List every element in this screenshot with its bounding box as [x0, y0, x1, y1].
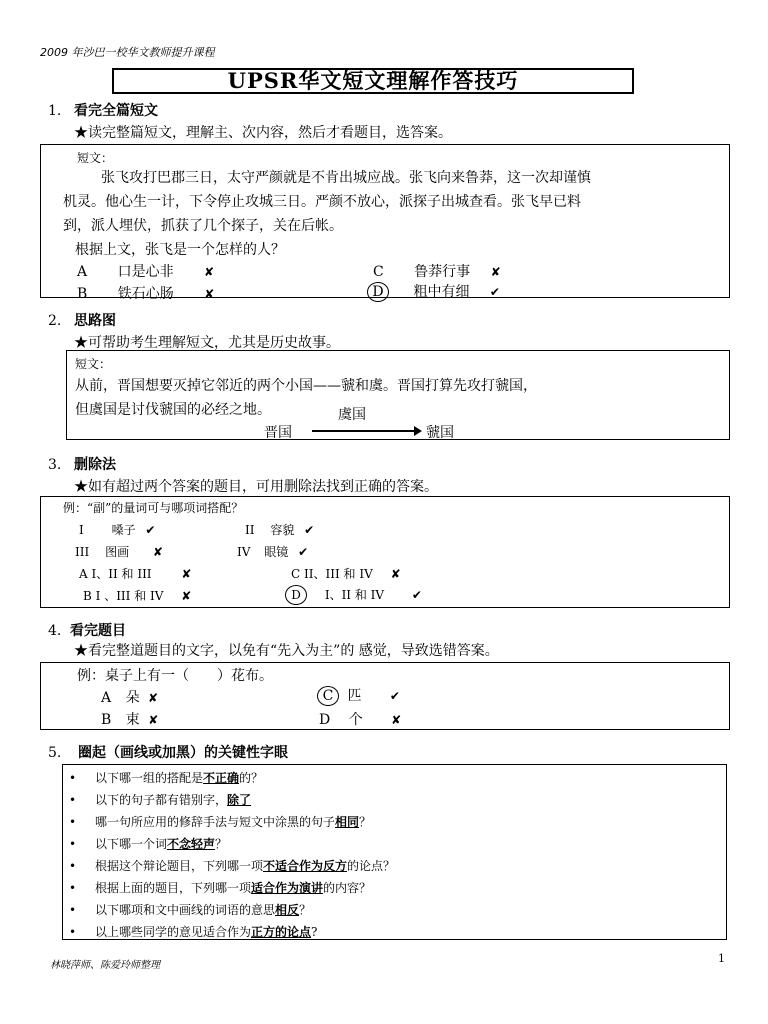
option-letter: C [373, 264, 384, 280]
list-item-text: 根据上面的题目，下列哪一项 [95, 881, 252, 895]
diagram-from-node: 晋国 [264, 425, 292, 441]
item-ii [245, 521, 314, 538]
cross-mark-icon: ✘ [148, 713, 159, 727]
passage-line: 但虞国是讨伐虢国的必经之地。 [75, 402, 271, 418]
example-box-4 [40, 662, 730, 730]
list-item-text: 以下哪一组的搭配是 [95, 771, 204, 785]
cross-mark-icon: ✘ [181, 589, 192, 603]
option-text: A I、II 和 III [79, 567, 152, 581]
option-letter: A [77, 264, 88, 280]
list-item-text: 的内容？ [323, 881, 372, 895]
section-number: 1. [48, 103, 62, 119]
diagram-to-node: 虢国 [426, 425, 454, 441]
section-1-tip: ★读完整篇短文，理解主、次内容，然后才看题目，选答案。 [74, 125, 452, 141]
option-b [83, 587, 191, 604]
section-number: 3. [48, 457, 62, 473]
option-letter: D [319, 712, 331, 728]
list-item [69, 769, 263, 786]
page-title: UPSR华文短文理解作答技巧 [112, 68, 634, 94]
bullet-icon: • [69, 903, 77, 917]
list-item [69, 857, 395, 874]
section-title: 看完全篇短文 [74, 103, 158, 119]
passage-line: 到，派人埋伏，抓获了几个探子，关在后帐。 [63, 218, 343, 234]
option-text: B I 、III 和 IV [83, 589, 164, 603]
list-item [69, 901, 311, 918]
passage-label: 短文： [77, 151, 114, 165]
check-mark-icon: ✔ [489, 285, 500, 299]
list-item-text: ？ [215, 837, 228, 851]
option-letter: B [77, 286, 88, 302]
section-4-tip: ★看完整道题目的文字，以免有“先入为主”的 感觉，导致选错答案。 [74, 643, 499, 659]
bullet-icon: • [69, 793, 77, 807]
check-mark-icon: ✔ [411, 588, 422, 602]
option-a [101, 687, 158, 707]
item-label: IV [237, 545, 251, 559]
check-mark-icon: ✔ [304, 523, 315, 537]
passage-box-2 [66, 350, 730, 440]
section-title: 圈起（画线或加黑）的关键性字眼 [78, 745, 288, 761]
bullet-icon: • [69, 881, 77, 895]
option-letter: B [101, 712, 112, 728]
item-word: 眼镜 [264, 545, 289, 559]
list-item [69, 879, 371, 896]
list-item-text: 哪一句所应用的修辞手法与短文中涂黑的句子 [95, 815, 336, 829]
question-text: 例：桌子上有一（ ）花布。 [77, 668, 273, 684]
section-title: 删除法 [74, 457, 116, 473]
keyword-emphasis: 适合作为演讲 [251, 881, 324, 895]
item-iii [75, 543, 163, 560]
question-text: 例：“副”的量词可与哪项词搭配？ [63, 501, 244, 515]
option-text: 粗中有细 [413, 284, 470, 300]
example-box-3 [40, 496, 730, 608]
option-text: I、II 和 IV [324, 588, 385, 602]
list-item-text: 以下的句子都有错别字， [95, 793, 228, 807]
passage-line: 张飞攻打巴郡三日，太守严颜就是不肯出城应战。张飞向来鲁莽，这一次却谨慎 [101, 170, 591, 186]
cross-mark-icon: ✘ [204, 265, 215, 279]
keyword-emphasis: 不适合作为反方 [263, 859, 348, 873]
option-c [317, 685, 400, 706]
option-c [373, 261, 501, 281]
option-text: 匹 [347, 688, 362, 704]
list-item [69, 813, 371, 830]
list-item [69, 835, 227, 852]
keyword-emphasis: 除了 [227, 793, 252, 807]
list-item-text: 以下哪一个词 [95, 837, 168, 851]
section-2-tip: ★可帮助考生理解短文，尤其是历史故事。 [74, 335, 340, 351]
keyword-emphasis: 不正确 [203, 771, 240, 785]
section-number: 5. [48, 745, 62, 761]
list-item-text: ？ [359, 815, 372, 829]
option-text: 个 [348, 712, 363, 728]
check-mark-icon: ✔ [389, 689, 400, 703]
option-text: 鲁莽行事 [414, 264, 471, 280]
option-text: 铁石心肠 [117, 286, 174, 302]
option-letter: A [101, 690, 112, 706]
cross-mark-icon: ✘ [148, 691, 159, 705]
option-letter-circled: C [317, 686, 339, 706]
item-label: II [245, 523, 255, 537]
section-2-heading [48, 310, 116, 330]
section-title: 思路图 [74, 313, 116, 329]
option-letter-circled: D [285, 585, 307, 605]
question-text: 根据上文，张飞是一个怎样的人？ [75, 242, 285, 258]
option-text: 朵 [125, 690, 140, 706]
option-b [101, 709, 158, 729]
section-5-heading [48, 742, 288, 762]
list-item-text: 的？ [239, 771, 264, 785]
item-label: I [79, 523, 84, 537]
option-a [79, 565, 191, 582]
cross-mark-icon: ✘ [490, 265, 501, 279]
list-item-text: 根据这个辩论题目，下列哪一项 [95, 859, 264, 873]
diagram-via-node: 虞国 [338, 407, 366, 423]
cross-mark-icon: ✘ [152, 545, 163, 559]
list-item [69, 791, 251, 808]
option-text: 口是心非 [117, 264, 174, 280]
section-3-heading [48, 454, 116, 474]
page-number: 1 [718, 952, 725, 965]
bullet-icon: • [69, 859, 77, 873]
list-item-text: ? [311, 925, 318, 939]
item-i [79, 521, 155, 538]
cross-mark-icon: ✘ [391, 713, 402, 727]
list-item-text: 以下哪项和文中画线的词语的意思 [95, 903, 276, 917]
option-text: C II、III 和 IV [291, 567, 373, 581]
keyword-emphasis: 相反 [275, 903, 300, 917]
item-label: III [75, 545, 90, 559]
passage-line: 机灵。他心生一计，下令停止攻城三日。严颜不放心，派探子出城查看。张飞早已料 [63, 194, 581, 210]
option-d [285, 585, 422, 605]
check-mark-icon: ✔ [145, 523, 156, 537]
keyword-emphasis: 正方的论点 [251, 925, 312, 939]
passage-box-1 [40, 144, 730, 302]
passage-label: 短文： [75, 357, 112, 371]
diagram-arrow-line [312, 430, 420, 432]
option-text: 束 [125, 712, 140, 728]
list-item [69, 923, 317, 940]
option-d [367, 281, 500, 302]
passage-line: 从前，晋国想要灭掉它邻近的两个小国——虢和虞。晋国打算先攻打虢国， [75, 378, 537, 394]
item-word: 容貌 [270, 523, 295, 537]
item-word: 图画 [105, 545, 130, 559]
bullet-icon: • [69, 837, 77, 851]
bullet-icon: • [69, 771, 77, 785]
section-4-heading [48, 620, 126, 640]
page-header: 2009 年沙巴一校华文教师提升课程 [40, 46, 215, 59]
cross-mark-icon: ✘ [204, 287, 215, 301]
bullet-icon: • [69, 925, 77, 939]
list-item-text: 以上哪些同学的意见适合作为 [95, 925, 252, 939]
check-mark-icon: ✔ [298, 545, 309, 559]
cross-mark-icon: ✘ [390, 567, 401, 581]
option-b [77, 283, 214, 303]
section-1-heading [48, 100, 158, 120]
item-iv [237, 543, 308, 560]
keyword-emphasis: 不念轻声 [167, 837, 216, 851]
section-title: 看完题目 [70, 623, 126, 639]
keyword-list-box [62, 764, 727, 940]
section-number: 2. [48, 313, 62, 329]
section-3-tip: ★如有超过两个答案的题目，可用删除法找到正确的答案。 [74, 479, 438, 495]
page-footer: 林晓萍师、陈爱玲师整理 [50, 960, 160, 971]
option-c [291, 565, 401, 582]
list-item-text: ？ [299, 903, 312, 917]
bullet-icon: • [69, 815, 77, 829]
arrow-right-icon [414, 426, 422, 436]
section-number: 4. [48, 623, 62, 639]
option-letter-circled: D [367, 282, 389, 302]
cross-mark-icon: ✘ [181, 567, 192, 581]
list-item-text: 的论点？ [347, 859, 396, 873]
option-a [77, 261, 214, 281]
keyword-emphasis: 相同 [335, 815, 360, 829]
option-d [319, 709, 401, 729]
item-word: 嗓子 [111, 523, 136, 537]
